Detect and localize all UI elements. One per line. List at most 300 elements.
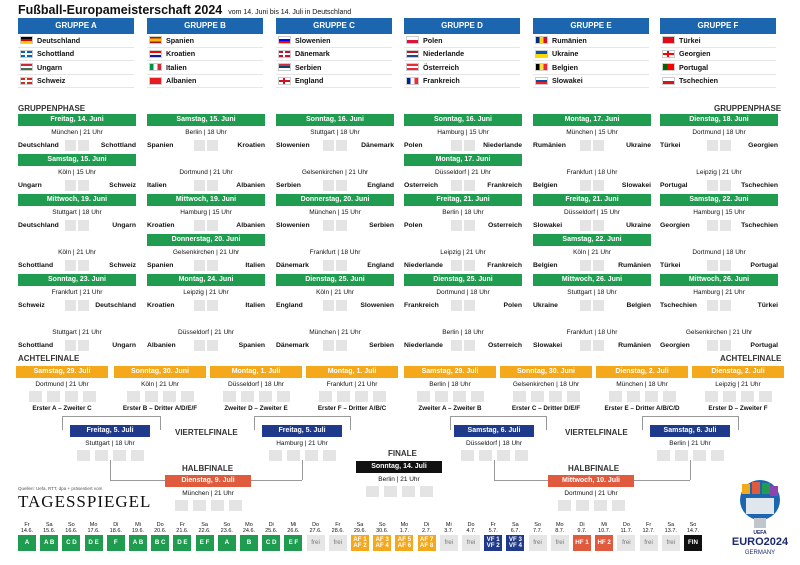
schedule-day (418, 522, 436, 551)
away-score-box[interactable] (593, 220, 604, 231)
score-box[interactable] (417, 391, 430, 402)
bracket-line (62, 416, 63, 430)
group-team-row (404, 61, 520, 75)
score-box[interactable] (711, 450, 724, 461)
schedule-matches: frei (307, 535, 325, 551)
home-score-box[interactable] (707, 300, 718, 311)
match-date: Samstag, 22. Juni (660, 194, 778, 206)
schedule-matches: HF 1 (573, 535, 591, 551)
home-score-box[interactable] (194, 180, 205, 191)
score-box[interactable] (65, 391, 78, 402)
away-team: Schweiz (109, 262, 136, 269)
pairing-label: Erster E – Dritter A/B/C/D (604, 405, 680, 412)
group-match (533, 234, 651, 272)
home-score-box[interactable] (580, 260, 591, 271)
home-score-box[interactable] (707, 140, 718, 151)
schedule-date: 8.7. (555, 528, 565, 534)
score-box[interactable] (657, 450, 670, 461)
schedule-matches: FIN (684, 535, 702, 551)
bracket-line (62, 416, 160, 417)
score-box[interactable] (145, 391, 158, 402)
title-text: Fußball-Europameisterschaft 2024 (18, 3, 223, 17)
group-header: GRUPPE E (533, 18, 649, 34)
away-team: Schweiz (109, 182, 136, 189)
score-box[interactable] (435, 391, 448, 402)
away-score-box[interactable] (207, 140, 218, 151)
score-box[interactable] (453, 391, 466, 402)
schedule-weekday: Fr (335, 522, 341, 528)
home-score-box[interactable] (323, 140, 334, 151)
bracket-line (738, 416, 739, 430)
bracket-line (251, 480, 302, 481)
score-box[interactable] (259, 391, 272, 402)
away-team: Rumänien (618, 342, 651, 349)
match-date: Sonntag, 30. Juni (114, 366, 206, 378)
group-match (533, 166, 651, 192)
match-venue: Frankfurt | 18 Uhr (309, 249, 361, 256)
flag-icon (149, 77, 162, 85)
group-team-row (276, 61, 392, 75)
away-score-box[interactable] (78, 220, 89, 231)
germany-text: GERMANY (744, 550, 776, 556)
score-box[interactable] (229, 500, 242, 511)
schedule-day (529, 522, 547, 551)
match-venue: Leipzig | 21 Uhr (696, 169, 742, 176)
schedule-day (462, 522, 480, 551)
home-score-box[interactable] (65, 180, 76, 191)
bracket-line (110, 480, 165, 481)
bracket-line (450, 416, 546, 417)
home-score-box[interactable] (580, 300, 591, 311)
match-date: Donnerstag, 20. Juni (147, 234, 265, 246)
score-box[interactable] (549, 391, 562, 402)
schedule-date: 28.6. (331, 528, 344, 534)
home-score-box[interactable] (707, 260, 718, 271)
group-header: GRUPPE B (147, 18, 263, 34)
away-score-box[interactable] (78, 340, 89, 351)
schedule-day (107, 522, 125, 551)
score-box[interactable] (337, 391, 350, 402)
score-box[interactable] (175, 500, 188, 511)
bracket-line (494, 460, 495, 480)
match-row (276, 259, 394, 272)
score-box[interactable] (373, 391, 386, 402)
match-venue: Dortmund | 21 Uhr (179, 169, 233, 176)
tagesspiegel-logo (18, 486, 151, 512)
home-score-box[interactable] (451, 220, 462, 231)
group-team-row (404, 48, 520, 62)
match-venue: München | 21 Uhr (51, 129, 103, 136)
score-box[interactable] (95, 450, 108, 461)
bracket-line (494, 480, 548, 481)
home-team: Deutschland (18, 222, 59, 229)
away-score-box[interactable] (336, 300, 347, 311)
schedule-day (373, 522, 391, 551)
away-team: England (367, 262, 394, 269)
home-score-box[interactable] (65, 260, 76, 271)
flag-icon (535, 77, 548, 85)
away-score-box[interactable] (207, 220, 218, 231)
score-box[interactable] (461, 450, 474, 461)
score-box[interactable] (627, 391, 640, 402)
score-box[interactable] (558, 500, 571, 511)
schedule-date: 7.7. (533, 528, 543, 534)
euro2024-logo (728, 478, 792, 560)
schedule-date: 14.7. (686, 528, 700, 534)
group-match (404, 194, 522, 232)
score-boxes (500, 391, 592, 402)
match-row (276, 219, 394, 232)
away-team: Ungarn (112, 342, 136, 349)
away-score-box[interactable] (78, 300, 89, 311)
match-venue: Stuttgart | 18 Uhr (310, 129, 360, 136)
away-score-box[interactable] (336, 220, 347, 231)
match-venue: Düsseldorf | 18 Uhr (228, 381, 284, 388)
score-box[interactable] (277, 391, 290, 402)
home-score-box[interactable] (323, 340, 334, 351)
score-box[interactable] (402, 486, 415, 497)
group-match (276, 194, 394, 232)
away-score-box[interactable] (207, 340, 218, 351)
home-score-box[interactable] (65, 140, 76, 151)
score-box[interactable] (497, 450, 510, 461)
home-team: Dänemark (276, 262, 309, 269)
match-venue: München | 21 Uhr (182, 490, 234, 497)
schedule-matches: F (107, 535, 125, 551)
home-team: Schweiz (18, 302, 45, 309)
home-team: Polen (404, 142, 423, 149)
match-venue: Köln | 15 Uhr (58, 169, 96, 176)
team-name: Slowenien (295, 35, 331, 45)
match-row (533, 259, 651, 272)
home-team: Dänemark (276, 342, 309, 349)
team-name: Portugal (679, 62, 709, 72)
away-team: Georgien (748, 142, 778, 149)
schedule-day (506, 522, 524, 551)
away-score-box[interactable] (336, 140, 347, 151)
score-box[interactable] (47, 391, 60, 402)
home-score-box[interactable] (65, 300, 76, 311)
score-box[interactable] (355, 391, 368, 402)
match-venue: Stuttgart | 18 Uhr (85, 440, 135, 447)
schedule-day (395, 522, 413, 551)
home-team: Tschechien (660, 302, 697, 309)
schedule-matches: HF 2 (595, 535, 613, 551)
match-venue: Gelsenkirchen | 18 Uhr (512, 381, 580, 388)
group-team-row (276, 48, 392, 62)
score-box[interactable] (241, 391, 254, 402)
score-box[interactable] (131, 450, 144, 461)
group-team-row (533, 34, 649, 48)
group-e (533, 18, 649, 88)
away-score-box[interactable] (464, 260, 475, 271)
home-score-box[interactable] (323, 180, 334, 191)
home-score-box[interactable] (580, 140, 591, 151)
flag-icon (20, 36, 33, 44)
away-score-box[interactable] (720, 140, 731, 151)
away-team: Frankreich (487, 262, 522, 269)
schedule-date: 12.7. (642, 528, 655, 534)
match-row (660, 139, 778, 152)
home-score-box[interactable] (194, 220, 205, 231)
schedule-date: 29.6. (353, 528, 367, 534)
score-box[interactable] (693, 450, 706, 461)
flag-icon (662, 50, 675, 58)
score-box[interactable] (612, 500, 625, 511)
home-score-box[interactable] (194, 260, 205, 271)
away-score-box[interactable] (464, 300, 475, 311)
home-score-box[interactable] (323, 260, 334, 271)
score-box[interactable] (759, 391, 772, 402)
bracket-line (642, 416, 643, 430)
away-score-box[interactable] (593, 140, 604, 151)
home-score-box[interactable] (707, 220, 718, 231)
away-team: Schottland (100, 142, 136, 149)
schedule-weekday: Mi (601, 522, 608, 528)
home-team: Slowakei (533, 342, 563, 349)
pairing-label: Erster F – Dritter A/B/C (317, 405, 387, 412)
away-score-box[interactable] (720, 340, 731, 351)
flag-icon (406, 50, 419, 58)
score-box[interactable] (223, 391, 236, 402)
home-score-box[interactable] (451, 180, 462, 191)
match-row (18, 179, 136, 192)
away-score-box[interactable] (464, 180, 475, 191)
group-a (18, 18, 134, 88)
schedule-weekday: Sa (45, 522, 53, 528)
schedule-date: 24.6. (242, 528, 256, 534)
away-score-box[interactable] (720, 180, 731, 191)
away-score-box[interactable] (207, 260, 218, 271)
match-venue: Gelsenkirchen | 21 Uhr (685, 329, 753, 336)
score-box[interactable] (211, 500, 224, 511)
score-box[interactable] (471, 391, 484, 402)
team-name: Dänemark (295, 49, 330, 59)
score-box[interactable] (113, 450, 126, 461)
schedule-day (151, 522, 169, 551)
match-row (533, 219, 651, 232)
away-team: Portugal (750, 342, 778, 349)
score-box[interactable] (420, 486, 433, 497)
uefa-text: UEFA (753, 530, 767, 536)
group-team-row (147, 48, 263, 62)
away-score-box[interactable] (593, 340, 604, 351)
score-box[interactable] (513, 391, 526, 402)
schedule-weekday: Sa (667, 522, 675, 528)
score-box[interactable] (515, 450, 528, 461)
score-box[interactable] (366, 486, 379, 497)
group-match (147, 234, 265, 272)
score-box[interactable] (29, 391, 42, 402)
label-halbfinale-right: HALBFINALE (568, 464, 620, 473)
round-of-16-match (114, 366, 206, 412)
flag-icon (149, 36, 162, 44)
away-team: Slowenien (360, 302, 394, 309)
score-box[interactable] (663, 391, 676, 402)
home-score-box[interactable] (323, 220, 334, 231)
team-name: Niederlande (423, 49, 465, 59)
away-score-box[interactable] (78, 180, 89, 191)
match-date: Mittwoch, 26. Juni (533, 274, 651, 286)
match-row (660, 339, 778, 352)
home-team: Rumänien (533, 142, 566, 149)
score-box[interactable] (609, 391, 622, 402)
score-box[interactable] (531, 391, 544, 402)
away-team: Rumänien (618, 262, 651, 269)
match-date: Freitag, 21. Juni (404, 194, 522, 206)
away-score-box[interactable] (207, 300, 218, 311)
team-name: Schweiz (37, 76, 66, 86)
match-date: Sonntag, 30. Juni (500, 366, 592, 378)
score-boxes (114, 391, 206, 402)
match-row (147, 179, 265, 192)
flag-icon (406, 63, 419, 71)
team-name: Tschechien (679, 76, 719, 86)
home-score-box[interactable] (707, 340, 718, 351)
home-score-box[interactable] (451, 140, 462, 151)
label-gruppenphase-right: GRUPPENPHASE (714, 104, 782, 113)
score-box[interactable] (269, 450, 282, 461)
flag-icon (278, 50, 291, 58)
home-score-box[interactable] (65, 340, 76, 351)
schedule-matches: frei (329, 535, 347, 551)
schedule-day (617, 522, 635, 551)
match-date: Samstag, 15. Juni (18, 154, 136, 166)
score-box[interactable] (287, 450, 300, 461)
away-score-box[interactable] (720, 220, 731, 231)
group-match (147, 114, 265, 152)
score-box[interactable] (594, 500, 607, 511)
match-date: Dienstag, 2. Juli (596, 366, 688, 378)
home-score-box[interactable] (194, 340, 205, 351)
home-score-box[interactable] (580, 340, 591, 351)
score-box[interactable] (479, 450, 492, 461)
match-venue: Köln | 21 Uhr (141, 381, 179, 388)
team-name: Polen (423, 35, 443, 45)
away-team: Albanien (236, 182, 265, 189)
away-score-box[interactable] (720, 260, 731, 271)
score-box[interactable] (384, 486, 397, 497)
pairing-label: Zweiter D – Zweiter E (224, 405, 288, 412)
score-box[interactable] (127, 391, 140, 402)
home-score-box[interactable] (707, 180, 718, 191)
semi-final-match (165, 475, 251, 511)
home-score-box[interactable] (194, 300, 205, 311)
match-venue: Hamburg | 21 Uhr (693, 289, 745, 296)
schedule-matches: frei (662, 535, 680, 551)
match-venue: München | 18 Uhr (616, 381, 668, 388)
score-box[interactable] (163, 391, 176, 402)
label-achtelfinale-left: ACHTELFINALE (18, 354, 80, 363)
schedule-day (307, 522, 325, 551)
match-row (147, 259, 265, 272)
away-score-box[interactable] (464, 220, 475, 231)
flag-icon (662, 77, 675, 85)
match-venue: Frankfurt | 21 Uhr (326, 381, 378, 388)
away-score-box[interactable] (593, 260, 604, 271)
score-box[interactable] (567, 391, 580, 402)
match-venue: Frankfurt | 18 Uhr (566, 329, 618, 336)
match-row (533, 339, 651, 352)
score-box[interactable] (675, 450, 688, 461)
score-box[interactable] (83, 391, 96, 402)
score-box[interactable] (319, 391, 332, 402)
away-team: Tschechien (741, 182, 778, 189)
home-score-box[interactable] (451, 300, 462, 311)
match-row (147, 299, 265, 312)
match-row (660, 259, 778, 272)
home-team: Türkei (660, 142, 681, 149)
group-team-row (276, 34, 392, 48)
away-team: Italien (245, 262, 265, 269)
away-score-box[interactable] (336, 340, 347, 351)
team-name: Slowakei (552, 76, 583, 86)
away-score-box[interactable] (464, 340, 475, 351)
score-box[interactable] (193, 500, 206, 511)
score-box[interactable] (741, 391, 754, 402)
home-team: Albanien (147, 342, 176, 349)
group-match (404, 326, 522, 352)
group-header: GRUPPE F (660, 18, 776, 34)
group-team-row (660, 48, 776, 62)
group-match (660, 166, 778, 192)
score-box[interactable] (323, 450, 336, 461)
score-box[interactable] (77, 450, 90, 461)
away-score-box[interactable] (720, 300, 731, 311)
score-box[interactable] (705, 391, 718, 402)
away-score-box[interactable] (78, 260, 89, 271)
home-team: Slowenien (276, 142, 310, 149)
group-match (533, 194, 651, 232)
match-venue: Hamburg | 21 Uhr (276, 440, 328, 447)
away-score-box[interactable] (336, 260, 347, 271)
flag-icon (20, 50, 33, 58)
score-box[interactable] (576, 500, 589, 511)
group-f (660, 18, 776, 88)
away-score-box[interactable] (593, 180, 604, 191)
match-venue: Dortmund | 21 Uhr (35, 381, 89, 388)
group-team-row (404, 75, 520, 89)
quarter-final-match (650, 425, 730, 461)
match-venue: Dortmund | 21 Uhr (564, 490, 618, 497)
score-box[interactable] (723, 391, 736, 402)
schedule-weekday: Mo (89, 522, 98, 528)
score-box[interactable] (181, 391, 194, 402)
away-score-box[interactable] (336, 180, 347, 191)
home-score-box[interactable] (451, 340, 462, 351)
away-score-box[interactable] (207, 180, 218, 191)
home-score-box[interactable] (451, 260, 462, 271)
score-box[interactable] (645, 391, 658, 402)
group-team-row (660, 61, 776, 75)
home-score-box[interactable] (194, 140, 205, 151)
home-score-box[interactable] (580, 180, 591, 191)
home-score-box[interactable] (580, 220, 591, 231)
schedule-matches: frei (640, 535, 658, 551)
score-box[interactable] (305, 450, 318, 461)
home-score-box[interactable] (323, 300, 334, 311)
schedule-matches: C D (62, 535, 80, 551)
group-team-row (404, 34, 520, 48)
away-score-box[interactable] (464, 140, 475, 151)
flag-icon (535, 50, 548, 58)
away-score-box[interactable] (593, 300, 604, 311)
away-team: Slowakei (621, 182, 651, 189)
away-score-box[interactable] (78, 140, 89, 151)
match-venue: München | 21 Uhr (309, 329, 361, 336)
match-venue: Berlin | 18 Uhr (429, 381, 471, 388)
home-score-box[interactable] (65, 220, 76, 231)
